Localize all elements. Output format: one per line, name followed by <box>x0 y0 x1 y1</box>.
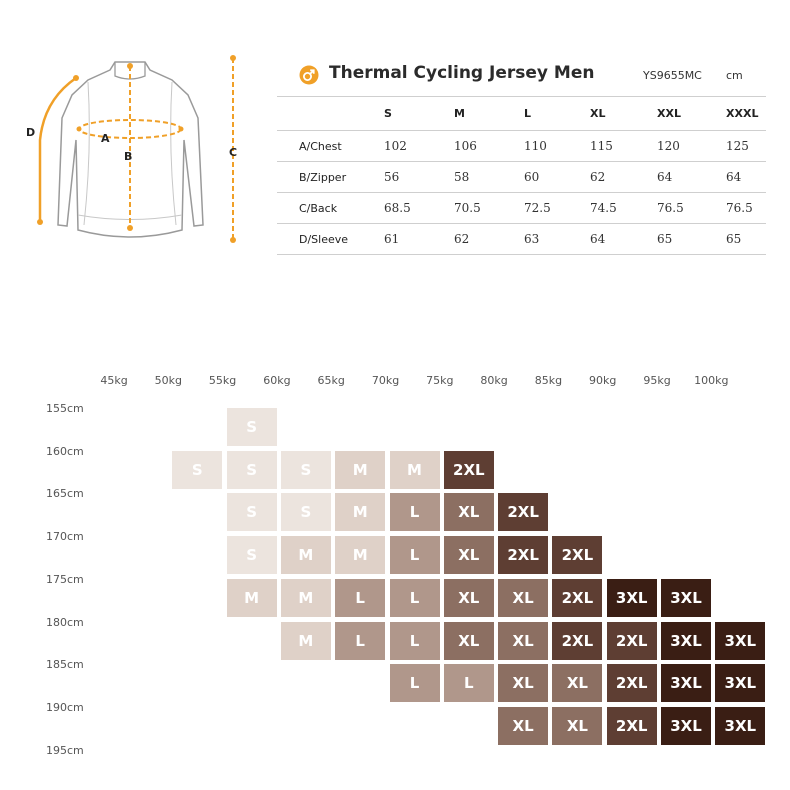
size-cell: XL <box>444 622 494 660</box>
table-cell: 63 <box>524 232 540 246</box>
weight-label: 80kg <box>480 374 508 387</box>
size-cell: 2XL <box>444 451 494 489</box>
size-cell: L <box>390 622 440 660</box>
label-d: D <box>26 126 36 139</box>
table-cell: 74.5 <box>590 201 617 215</box>
height-label: 180cm <box>46 615 84 629</box>
size-cell: S <box>227 493 277 531</box>
size-cell: 3XL <box>715 664 765 702</box>
jersey-measurement-diagram <box>0 0 270 260</box>
table-cell: 62 <box>454 232 470 246</box>
size-cell: S <box>227 536 277 574</box>
size-cell: 3XL <box>715 707 765 745</box>
table-cell: 106 <box>454 139 477 153</box>
size-cell: M <box>281 622 331 660</box>
size-cell: 2XL <box>607 707 657 745</box>
height-label: 155cm <box>46 402 84 415</box>
table-title-row <box>277 55 766 97</box>
size-cell: M <box>227 579 277 617</box>
label-c: C <box>229 146 238 159</box>
label-b: B <box>124 150 133 163</box>
product-code: YS9655MC <box>643 69 702 82</box>
table-cell: 70.5 <box>454 201 481 215</box>
table-cell: 76.5 <box>726 201 753 215</box>
size-cell: XL <box>444 493 494 531</box>
table-cell: 64 <box>726 170 742 184</box>
size-cell: M <box>390 451 440 489</box>
size-cell: 2XL <box>552 536 602 574</box>
size-cell: XL <box>498 622 548 660</box>
weight-label: 100kg <box>694 374 729 387</box>
size-cell: XL <box>552 707 602 745</box>
size-cell: S <box>227 408 277 446</box>
table-cell: 110 <box>524 139 547 153</box>
size-cell: 3XL <box>661 579 711 617</box>
size-cell: M <box>281 579 331 617</box>
weight-label: 95kg <box>643 374 671 387</box>
size-cell: 2XL <box>607 622 657 660</box>
table-row <box>277 193 766 224</box>
size-cell: L <box>444 664 494 702</box>
table-cell: 115 <box>590 139 613 153</box>
size-cell: S <box>281 451 331 489</box>
size-cell: XL <box>444 579 494 617</box>
weight-label: 70kg <box>371 374 400 387</box>
table-row <box>277 131 766 162</box>
size-cell: XL <box>498 579 548 617</box>
male-symbol-icon <box>299 65 319 85</box>
size-cell: M <box>335 493 385 531</box>
table-cell: 56 <box>384 170 400 184</box>
size-cell: L <box>335 622 385 660</box>
size-header: M <box>454 107 465 120</box>
weight-label: 90kg <box>589 374 617 387</box>
size-cell: M <box>281 536 331 574</box>
size-cell: 3XL <box>715 622 765 660</box>
size-cell: L <box>390 536 440 574</box>
weight-label: 65kg <box>317 374 345 387</box>
row-label: B/Zipper <box>299 170 347 184</box>
size-cell: 2XL <box>498 536 548 574</box>
size-header-row <box>277 97 766 131</box>
table-cell: 65 <box>657 232 673 246</box>
weight-label: 50kg <box>154 374 182 387</box>
size-header: L <box>524 107 532 120</box>
size-cell: 2XL <box>552 579 602 617</box>
size-measurement-table <box>277 55 766 255</box>
size-cell: L <box>390 579 440 617</box>
table-cell: 76.5 <box>657 201 684 215</box>
height-label: 190cm <box>46 700 84 714</box>
product-title: Thermal Cycling Jersey Men <box>329 63 595 83</box>
size-cell: XL <box>498 664 548 702</box>
size-cell: S <box>281 493 331 531</box>
size-header: XXL <box>657 107 681 120</box>
table-cell: 60 <box>524 170 540 184</box>
height-label: 195cm <box>46 743 84 757</box>
row-label: A/Chest <box>299 139 342 153</box>
height-label: 185cm <box>46 658 84 672</box>
size-cell: L <box>335 579 385 617</box>
size-cell: XL <box>444 536 494 574</box>
table-cell: 102 <box>384 139 407 153</box>
size-cell: XL <box>552 664 602 702</box>
row-label: D/Sleeve <box>299 232 349 246</box>
weight-label: 85kg <box>534 374 563 387</box>
table-row <box>277 224 766 255</box>
label-a: A <box>101 132 110 145</box>
table-row <box>277 162 766 193</box>
size-cell: S <box>227 451 277 489</box>
size-cell: 2XL <box>498 493 548 531</box>
weight-label: 45kg <box>100 374 128 387</box>
table-cell: 120 <box>657 139 680 153</box>
size-cell: S <box>172 451 222 489</box>
table-cell: 58 <box>454 170 470 184</box>
height-label: 175cm <box>46 572 84 586</box>
table-cell: 72.5 <box>524 201 551 215</box>
size-cell: L <box>390 664 440 702</box>
size-cell: 3XL <box>607 579 657 617</box>
unit-label: cm <box>726 69 743 82</box>
table-cell: 64 <box>590 232 606 246</box>
height-label: 165cm <box>46 487 84 501</box>
size-header: XL <box>590 107 606 120</box>
size-cell: 3XL <box>661 622 711 660</box>
row-label: C/Back <box>299 201 338 215</box>
table-cell: 68.5 <box>384 201 411 215</box>
weight-label: 55kg <box>208 374 237 387</box>
table-cell: 61 <box>384 232 400 246</box>
size-cell: 2XL <box>552 622 602 660</box>
size-cell: 3XL <box>661 707 711 745</box>
size-cell: M <box>335 536 385 574</box>
height-label: 170cm <box>46 530 84 544</box>
size-recommendation-grid <box>0 360 790 780</box>
size-header: S <box>384 107 392 120</box>
table-cell: 125 <box>726 139 749 153</box>
size-cell: 2XL <box>607 664 657 702</box>
size-cell: M <box>335 451 385 489</box>
weight-label: 60kg <box>263 374 291 387</box>
table-cell: 64 <box>657 170 673 184</box>
size-header: XXXL <box>726 107 759 120</box>
size-cell: 3XL <box>661 664 711 702</box>
size-cell: L <box>390 493 440 531</box>
weight-label: 75kg <box>426 374 454 387</box>
jersey-outline-illustration <box>0 0 270 260</box>
table-cell: 65 <box>726 232 742 246</box>
table-cell: 62 <box>590 170 606 184</box>
height-label: 160cm <box>46 444 84 458</box>
size-cell: XL <box>498 707 548 745</box>
